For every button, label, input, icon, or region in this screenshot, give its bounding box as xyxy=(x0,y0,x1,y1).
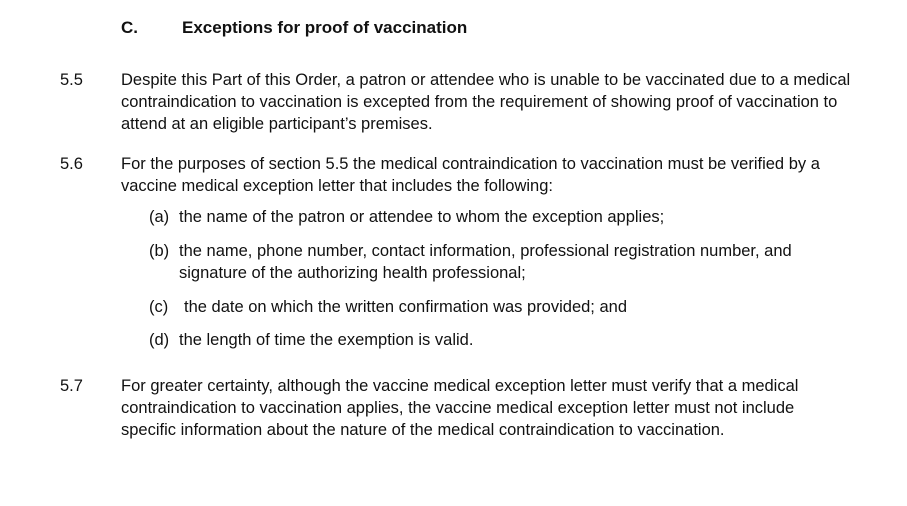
list-item-text: the date on which the written confirmation was provided; and xyxy=(184,298,628,316)
list-item-label: (b) xyxy=(149,242,170,260)
list-item-text: the name of the patron or attendee to whom the exception applies; xyxy=(179,208,665,226)
clause-number: 5.5 xyxy=(60,71,83,89)
clause-text: Despite this Part of this Order, a patron or attendee who is unable to be vaccinated due to a medical contraindication to vaccination is excepted from the requirement of showing proof of vaccination to attend at an eligible participant’s premises. xyxy=(121,71,851,133)
clause-number: 5.7 xyxy=(60,377,83,395)
list-item-label: (d) xyxy=(149,331,170,349)
section-heading xyxy=(0,18,907,40)
list-item-label: (c) xyxy=(149,298,169,316)
list-item-text: the name, phone number, contact information, professional registration number, and signature of the authorizing health professional; xyxy=(179,242,792,282)
section-letter: C. xyxy=(121,18,138,37)
clause-text: For greater certainty, although the vaccine medical exception letter must verify that a medical contraindication to vaccination applies, the vaccine medical exception letter must not include specific information about the nature of the medical contraindication to vaccination. xyxy=(121,377,799,439)
list-item-text: the length of time the exemption is valid. xyxy=(179,331,474,349)
section-title: Exceptions for proof of vaccination xyxy=(182,18,468,37)
clause-number: 5.6 xyxy=(60,155,83,173)
list-item-label: (a) xyxy=(149,208,170,226)
clause-text: For the purposes of section 5.5 the medical contraindication to vaccination must be verified by a vaccine medical exception letter that includes the following: xyxy=(121,155,820,195)
